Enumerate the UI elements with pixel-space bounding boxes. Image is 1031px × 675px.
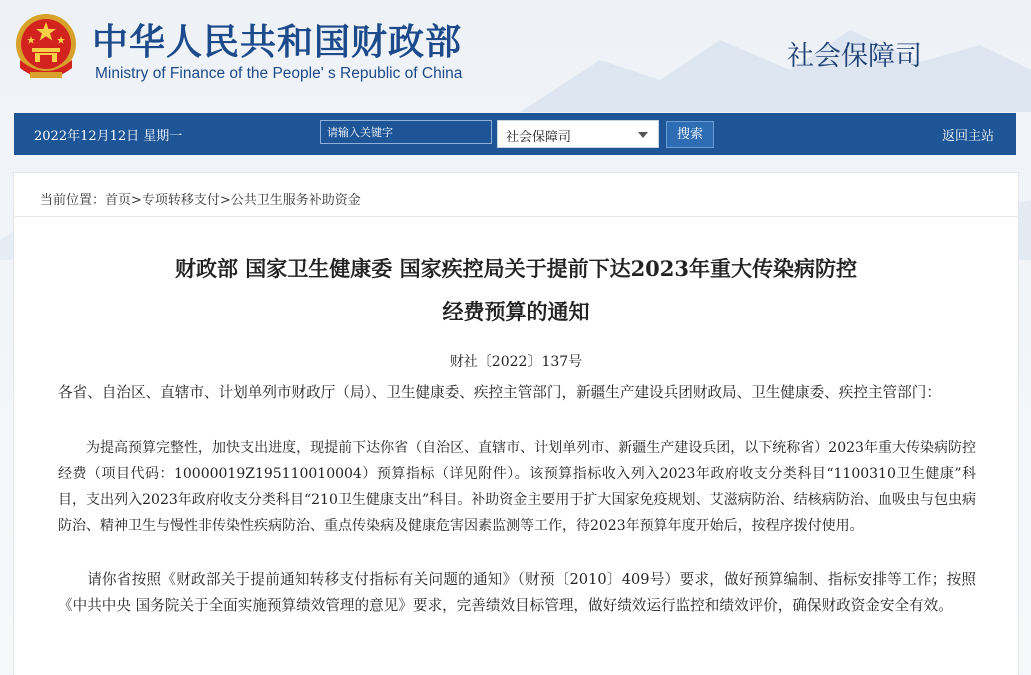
article-title-line1: 财政部 国家卫生健康委 国家疾控局关于提前下达2023年重大传染病防控 (174, 256, 858, 281)
current-date: 2022年12月12日 星期一 (34, 129, 183, 144)
document-number: 财社〔2022〕137号 (449, 354, 583, 370)
return-home-link[interactable]: 返回主站 (941, 129, 994, 144)
body-paragraph-2: 请你省按照《财政部关于提前通知转移支付指标有关问题的通知》（财预〔2010〕409号）要求，做好预算编制、指标安排等工作；按照《中共中央 国务院关于全面实施预算绩效管理的意见》要求，完善绩效目标管理，做好绩效运行监控和绩效评价，确保财政资金安全有效。 (58, 571, 976, 614)
site-title-cn[interactable]: 中华人民共和国财政部 (92, 22, 463, 63)
scope-select-value: 社会保障司 (506, 130, 572, 145)
site-title-en: Ministry of Finance of the People' s Republic of China (95, 65, 463, 82)
search-input[interactable] (320, 120, 492, 144)
breadcrumb (14, 173, 1018, 217)
site-header (0, 0, 1031, 112)
scope-select[interactable] (497, 120, 659, 148)
department-title: 社会保障司 (787, 41, 922, 72)
article-title-line2: 经费预算的通知 (442, 299, 590, 324)
addressee-paragraph: 各省、自治区、直辖市、计划单列市财政厅（局）、卫生健康委、疾控主管部门，新疆生产建设兵团财政局、卫生健康委、疾控主管部门： (58, 384, 941, 401)
breadcrumb-text[interactable]: 当前位置：首页>专项转移支付>公共卫生服务补助资金 (40, 193, 361, 208)
search-button[interactable]: 搜索 (666, 121, 714, 148)
body-paragraph-1: 为提高预算完整性，加快支出进度，现提前下达你省（自治区、直辖市、计划单列市、新疆生产建设兵团，以下统称省）2023年重大传染病防控经费（项目代码：10000019Z195110010004）预算指标（详见附件）。该预算指标收入列入2023年政府收支分类科目“1100310卫生健康”科目，支出列入2023年政府收支分类科目“210卫生健康支出”科目。补助资金主要用于扩大国家免疫规划、艾滋病防治、结核病防治、血吸虫与包虫病防治、精神卫生与慢性非传染性疾病防治、重点传染病及健康危害因素监测等工作，待2023年预算年度开始后，按程序拨付使用。 (58, 440, 976, 534)
article-container (13, 172, 1019, 675)
national-emblem-icon[interactable] (14, 12, 78, 82)
top-navbar (14, 113, 1016, 155)
chevron-down-icon (638, 132, 648, 138)
